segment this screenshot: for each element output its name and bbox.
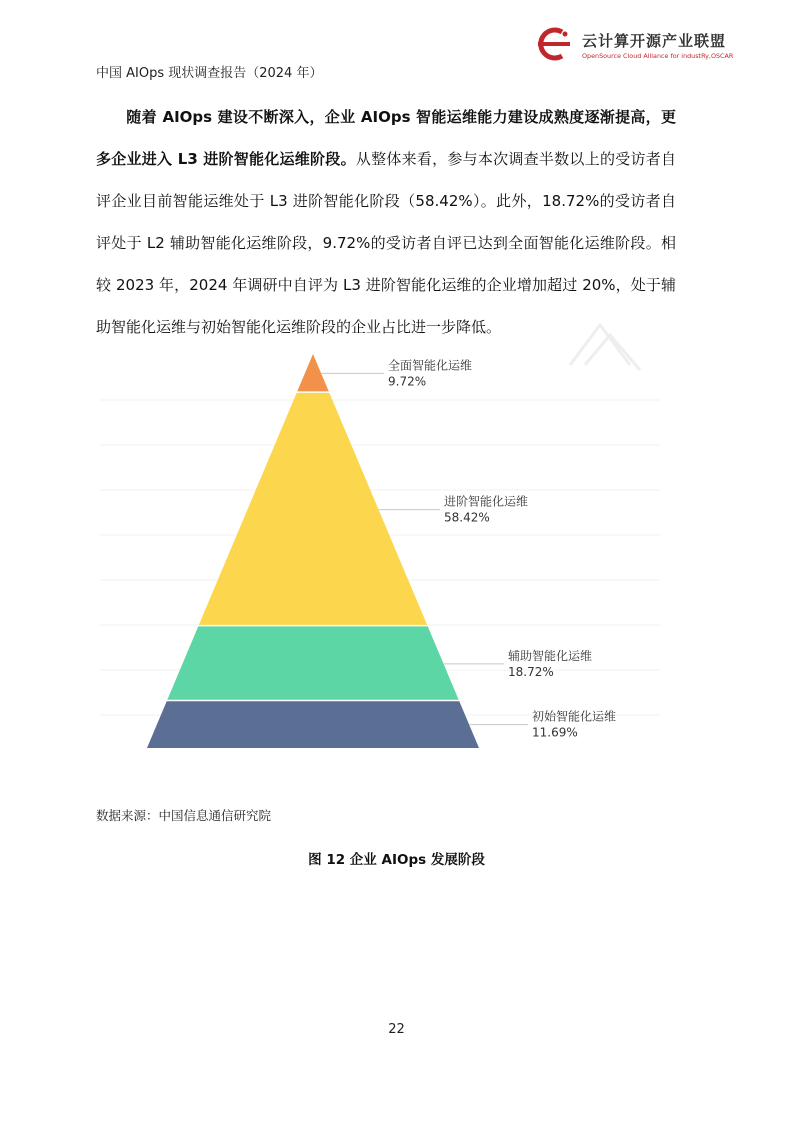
logo-name-en: OpenSource Cloud Alliance for industRy,OSCAR (582, 52, 734, 60)
pyramid-level-name: 进阶智能化运维 (444, 494, 529, 509)
pyramid-level-name: 初始智能化运维 (532, 709, 617, 724)
oscar-logo-icon (532, 26, 576, 62)
pyramid-level-name: 全面智能化运维 (388, 358, 473, 373)
body-paragraph (96, 96, 676, 348)
pyramid-level-name: 辅助智能化运维 (508, 648, 593, 663)
report-header-title: 中国 AIOps 现状调查报告（2024 年） (96, 66, 323, 81)
page-number: 22 (388, 1022, 405, 1037)
pyramid-level-2 (199, 393, 427, 625)
pyramid-level-1 (297, 354, 328, 391)
logo-name-cn: 云计算开源产业联盟 (582, 32, 727, 50)
aiops-stage-pyramid-chart (100, 350, 700, 760)
oscar-logo (532, 26, 732, 66)
pyramid-level-value: 9.72% (388, 374, 427, 389)
pyramid-svg (100, 350, 700, 760)
paragraph-rest: 从整体来看，参与本次调查半数以上的受访者自评企业目前智能运维处于 L3 进阶智能化阶段（58.42%）。此外，18.72%的受访者自评处于 L2 辅助智能化运维阶段，9.72%的受访者自评已达到全面智能化运维阶段。相较 2023 年，2024 年调研中自评为 L3 进阶智能化运维的企业增加超过 20%，处于辅助智能化运维与初始智能化运维阶段的企业占比进一步降低。 (96, 150, 676, 336)
data-source-note: 数据来源：中国信息通信研究院 (96, 808, 272, 823)
pyramid-level-4 (147, 701, 479, 748)
pyramid-level-value: 11.69% (532, 725, 578, 740)
pyramid-level-value: 58.42% (444, 510, 490, 525)
pyramid-level-value: 18.72% (508, 664, 554, 679)
paragraph-lead: 随着 AIOps 建设不断深入，企业 AIOps 智能运维能力建设成熟度逐渐提高，更多企业进入 L3 进阶智能化运维阶段。 (96, 108, 676, 168)
pyramid-level-3 (167, 626, 458, 699)
figure-caption: 图 12 企业 AIOps 发展阶段 (308, 852, 485, 868)
